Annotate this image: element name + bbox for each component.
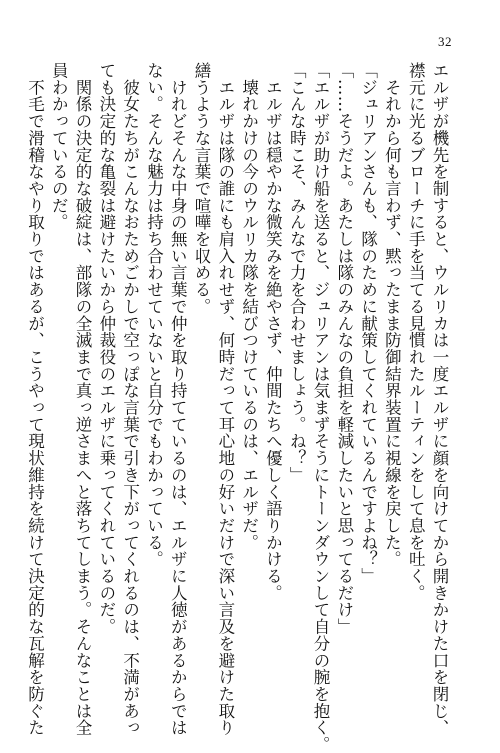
text-line: エルザは隊の誰にも肩入れせず、何時だって耳心地の好いだけで深い言及を避けた取り	[215, 62, 235, 736]
text-line: 「……そうだよ。あたしは隊のみんなの負担を軽減したいと思ってるだけ」	[334, 62, 354, 635]
text-line: 壊れかけの今のウルリカ隊を結びつけているのは、エルザだ。	[239, 62, 259, 551]
text-line: 「ジュリアンさんも、隊のために献策してくれているんですよね？」	[358, 62, 378, 585]
text-line: 襟元に光るブローチに手を当てる見慣れたルーティンをして息を吐く。	[406, 62, 426, 602]
text-line: けれどそんな中身の無い言葉で仲を取り持てているのは、エルザに人徳があるからでは	[168, 62, 188, 736]
text-line: 「こんな時こそ、みんなで力を合わせましょう。ね？」	[287, 62, 307, 484]
text-line: ない。そんな魅力は持ち合わせていないと自分でもわかっている。	[144, 62, 164, 568]
text-line: 関係の決定的な破綻は、部隊の全滅まで真っ逆さまへと落ちてしまう。そんなことは全	[73, 62, 93, 736]
text-line: エルザが機先を制すると、ウルリカは一度エルザに顔を向けてから開きかけた口を閉じ、	[430, 62, 449, 736]
text-line: 彼女たちがこんなおためごかしで空っぽな言葉で引き下がってくれるのは、不満があっ	[120, 62, 140, 736]
text-line: 員わかっているのだ。	[49, 62, 69, 231]
text-line: ても決定的な亀裂は避けたいから仲裁役のエルザに乗ってくれているのだ。	[96, 62, 116, 635]
text-line: 繕うような言葉で喧嘩を収める。	[192, 62, 212, 315]
text-line: それから何も言わず、黙ったまま防御結界装置に視線を戻した。	[382, 62, 402, 568]
text-line: 「エルザが助け船を送ると、ジュリアンは気まずそうにトーンダウンして自分の腕を抱く。	[311, 62, 331, 753]
text-line: エルザは穏やかな微笑みを絶やさず、仲間たちへ優しく語りかける。	[263, 62, 283, 602]
text-line: 不毛で滑稽なやり取りではあるが、こうやって現状維持を続けて決定的な瓦解を防ぐた	[25, 62, 45, 736]
novel-text	[25, 62, 451, 753]
page-number: 32	[438, 34, 452, 49]
